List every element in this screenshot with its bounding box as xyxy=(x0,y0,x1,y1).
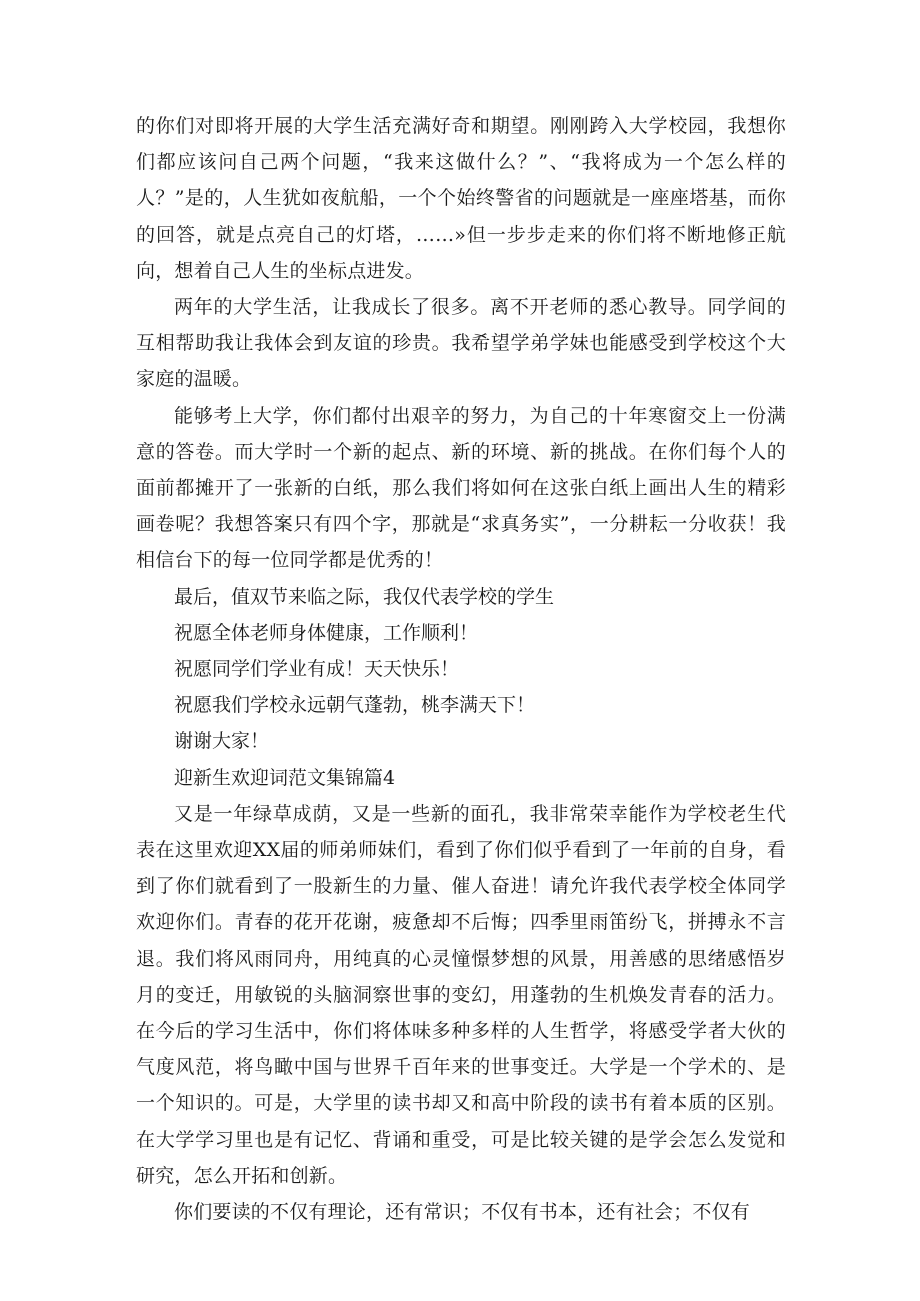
closing-line-3: 祝愿同学们学业有成！天天快乐！ xyxy=(174,658,460,681)
closing-line-5: 谢谢大家！ xyxy=(174,730,270,753)
closing-line-4: 祝愿我们学校永远朝气蓬勃，桃李满天下！ xyxy=(174,694,536,717)
closing-line-1: 最后，值双节来临之际，我仅代表学校的学生 xyxy=(174,585,555,608)
paragraph-4: 又是一年绿草成荫，又是一些新的面孔，我非常荣幸能作为学校老生代表在这里欢迎XX届的师弟师妹们，看到了你们似乎看到了一年前的自身，看到了你们就看到了一股新生的力量、催人奋进！请允许我代表学校全体同学欢迎你们。青春的花开花谢，疲惫却不后悔；四季里雨笛纷飞，拼搏永不言退。我们将风雨同舟，用纯真的心灵憧憬梦想的风景，用善感的思绪感悟岁月的变迁，用敏锐的头脑洞察世事的变幻，用蓬勃的生机焕发青春的活力。在今后的学习生活中，你们将体味多种多样的人生哲学，将感受学者大伙的气度风范，将鸟瞰中国与世界千百年来的世事变迁。大学是一个学术的、是一个知识的。可是，大学里的读书却又和高中阶段的读书有着本质的区别。在大学学习里也是有记忆、背诵和重受，可是比较关键的是学会怎么发觉和研究，怎么开拓和创新。 xyxy=(136,802,786,1187)
paragraph-2: 两年的大学生活，让我成长了很多。离不开老师的悉心教导。同学间的互相帮助我让我体会到友谊的珍贵。我希望学弟学妹也能感受到学校这个大家庭的温暖。 xyxy=(136,296,786,391)
closing-line-2: 祝愿全体老师身体健康，工作顺利！ xyxy=(174,621,479,644)
section-heading: 迎新生欢迎词范文集锦篇4 xyxy=(174,766,396,789)
paragraph-1: 的你们对即将开展的大学生活充满好奇和期望。刚刚跨入大学校园，我想你们都应该问自己两个问题，“我来这做什么？”、“我将成为一个怎么样的人？”是的，人生犹如夜航船，一个个始终警省的问题就是一座座塔基，而你的回答，就是点亮自己的灯塔，……»但一步步走来的你们将不断地修正航向，想着自己人生的坐标点进发。 xyxy=(136,115,786,282)
paragraph-5: 你们要读的不仅有理论，还有常识；不仅有书本，还有社会；不仅有 xyxy=(174,1201,751,1224)
paragraph-3: 能够考上大学，你们都付出艰辛的努力，为自己的十年寒窗交上一份满意的答卷。而大学时一个新的起点、新的环境、新的挑战。在你们每个人的面前都摊开了一张新的白纸，那么我们将如何在这张白纸上画出人生的精彩画卷呢？我想答案只有四个字，那就是“求真务实”，一分耕耘一分收获！我相信台下的每一位同学都是优秀的！ xyxy=(136,404,786,572)
document-body xyxy=(136,108,786,1230)
